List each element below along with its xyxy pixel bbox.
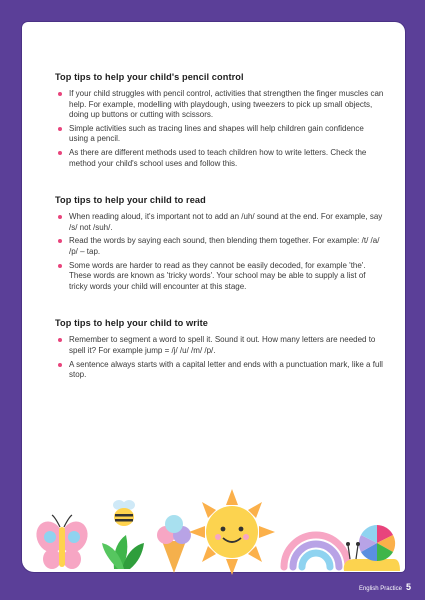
- section-title: Top tips to help your child's pencil control: [55, 72, 244, 82]
- list-item: A sentence always starts with a capital letter and ends with a punctuation mark, like a full stop.: [55, 360, 385, 381]
- list-item: Read the words by saying each sound, then blending them together. For example: /t/ /a/ /p/ – tap.: [55, 236, 385, 257]
- section-title: Top tips to help your child to write: [55, 318, 208, 329]
- snail-icon: [344, 525, 400, 571]
- page-number: 5: [405, 582, 411, 592]
- bullet-icon: [58, 92, 62, 96]
- bullet-icon: [58, 338, 62, 342]
- list-item: Simple activities such as tracing lines and shapes will help children gain confidence using a pencil.: [55, 124, 385, 145]
- tips-list: [55, 89, 385, 169]
- rainbow-icon: [284, 535, 348, 567]
- footer-label: English Practice: [358, 586, 402, 592]
- bullet-icon: [58, 264, 62, 268]
- ice-cream-icon: [157, 515, 191, 573]
- decorative-illustrations: [22, 475, 405, 575]
- tips-list: [55, 335, 385, 380]
- section-title: Top tips to help your child to read: [55, 195, 206, 206]
- bullet-icon: [58, 363, 62, 367]
- bullet-icon: [58, 127, 62, 131]
- plant-icon: [102, 535, 144, 569]
- bullet-icon: [58, 215, 62, 219]
- tips-list: [55, 212, 385, 292]
- list-item: Remember to segment a word to spell it. Sound it out. How many letters are needed to spell it? For example jump = /j/ /u/ /m/ /p/.: [55, 335, 385, 356]
- bee-icon: [113, 500, 135, 526]
- sun-icon: [189, 489, 275, 575]
- list-item: When reading aloud, it's important not to add an /uh/ sound at the end. For example, say /s/ not /suh/.: [55, 212, 385, 233]
- bullet-icon: [58, 239, 62, 243]
- content-area: [55, 72, 385, 407]
- section-read: [55, 195, 385, 292]
- section-pencil-control: [55, 72, 385, 169]
- list-item: Some words are harder to read as they cannot be easily decoded, for example 'the'. These words are known as 'tricky words'. Your school may be able to supply a list of tricky words your child will encounter at this stage.: [55, 261, 385, 293]
- page-footer: [359, 582, 411, 592]
- section-write: [55, 318, 385, 380]
- list-item: If your child struggles with pencil control, activities that strengthen the finger muscles can help. For example, modelling with playdough, using tweezers to pick up small objects, doing up buttons or cutting with scissors.: [55, 89, 385, 121]
- butterfly-icon: [31, 515, 92, 569]
- list-item: As there are different methods used to teach children how to write letters. Check the method your child's school uses and follow this.: [55, 148, 385, 169]
- bullet-icon: [58, 151, 62, 155]
